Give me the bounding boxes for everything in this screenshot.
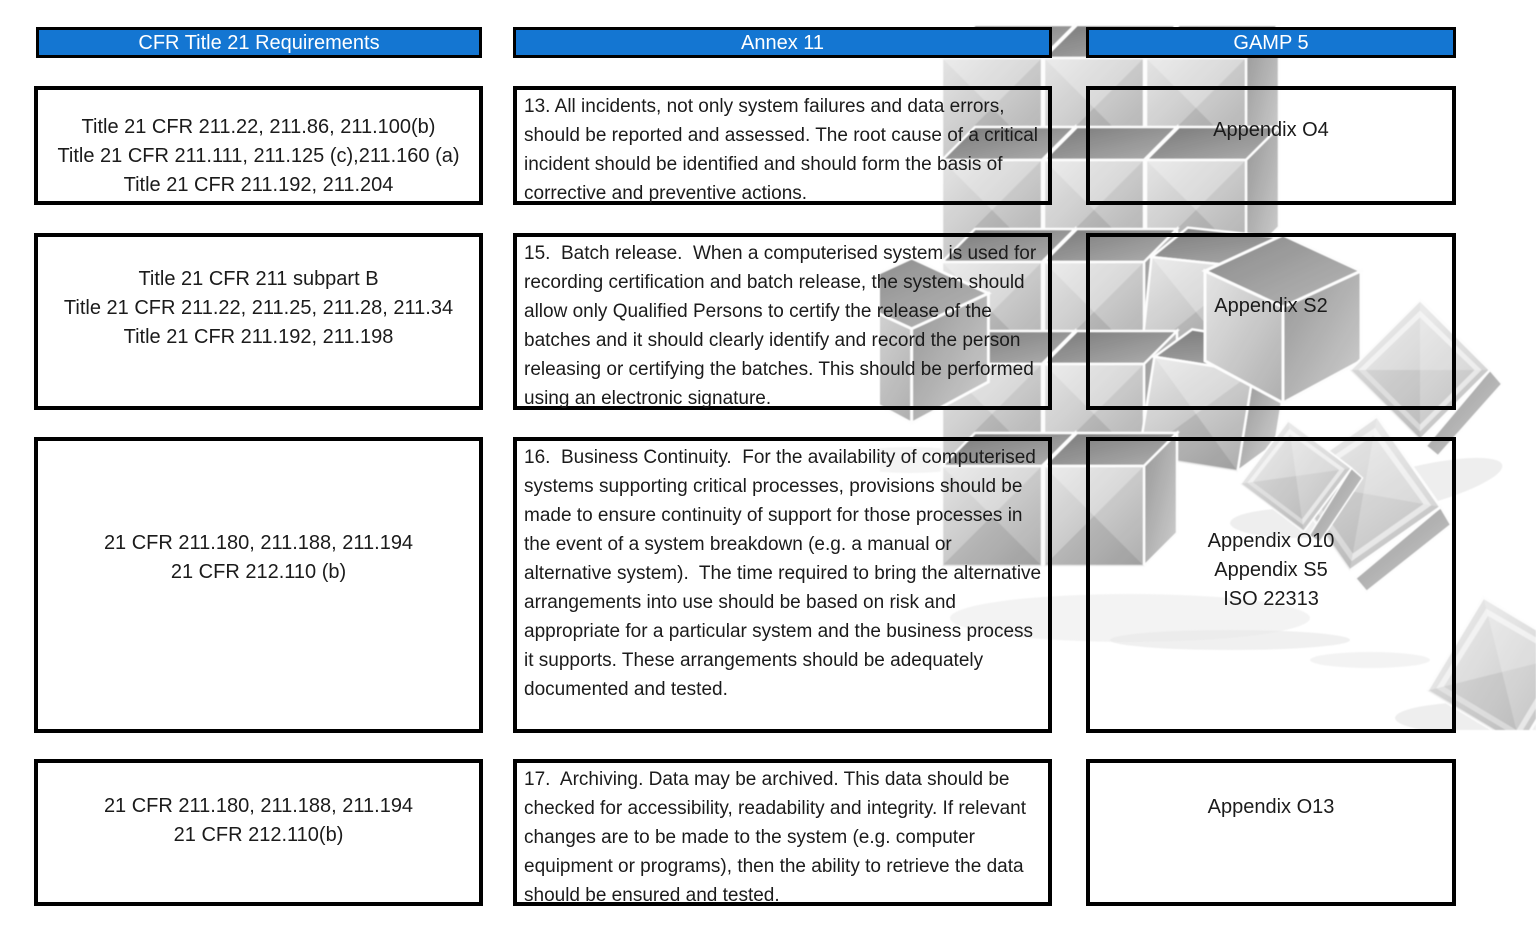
gamp-cell-row3 [1086, 437, 1456, 733]
cfr-line: Title 21 CFR 211.22, 211.86, 211.100(b) [81, 116, 436, 138]
annex-cell-row3: 16. Business Continuity. For the availability of computerised systems supporting critical processes, provisions should be made to ensure continuity of support for those processes in the event of a system breakdown (e.g. a manual or alternative system). The time required to bring the alternative arrangements into use should be based on risk and appropriate for a particular system and the business process it supports. These arrangements should be adequately documented and tested. [513, 437, 1052, 733]
cfr-line: Title 21 CFR 211.192, 211.204 [123, 174, 394, 196]
cfr-line: 21 CFR 212.110 (b) [170, 561, 347, 583]
gamp-line: Appendix S2 [1214, 295, 1328, 317]
gamp-cell-row2 [1086, 233, 1456, 410]
gamp-cell-row4 [1086, 759, 1456, 906]
gamp-line: Appendix S5 [1214, 558, 1328, 581]
column-header-label: Annex 11 [740, 31, 825, 54]
column-header-label: GAMP 5 [1233, 31, 1309, 54]
cfr-line: Title 21 CFR 211.22, 211.25, 211.28, 211.34 [63, 297, 454, 319]
gamp-line: Appendix O10 [1207, 529, 1335, 552]
cfr-line: 21 CFR 211.180, 211.188, 211.194 [103, 794, 414, 817]
gamp-cell-row1 [1086, 86, 1456, 205]
cfr-cell-row1 [34, 86, 483, 205]
column-header-label: CFR Title 21 Requirements [138, 31, 380, 54]
cfr-line: 21 CFR 212.110(b) [173, 823, 344, 846]
cfr-line: Title 21 CFR 211.192, 211.198 [123, 326, 394, 348]
annex-cell-row2: 15. Batch release. When a computerised system is used for recording certification and batch release, the system should allow only Qualified Persons to certify the release of the batches and it should clearly identify and record the person releasing or certifying the batches. This should be performed using an electronic signature. [513, 233, 1052, 410]
cfr-cell-row2 [34, 233, 483, 410]
annex-cell-row1: 13. All incidents, not only system failures and data errors, should be reported and assessed. The root cause of a critical incident should be identified and should form the basis of corrective and preventive actions. [513, 86, 1052, 205]
gamp-line: ISO 22313 [1223, 587, 1319, 610]
cfr-line: Title 21 CFR 211.111, 211.125 (c),211.160 (a) [57, 145, 460, 167]
cfr-cell-row3 [34, 437, 483, 733]
annex-cell-row4: 17. Archiving. Data may be archived. This data should be checked for accessibility, readability and integrity. If relevant changes are to be made to the system (e.g. computer equipment or programs), then the ability to retrieve the data should be ensured and tested. [513, 759, 1052, 906]
column-header-gamp-5 [1086, 27, 1456, 58]
column-header-annex-11 [513, 27, 1052, 58]
column-header-cfr-title-21 [36, 27, 482, 58]
cfr-line: 21 CFR 211.180, 211.188, 211.194 [103, 532, 414, 554]
cfr-line: Title 21 CFR 211 subpart B [138, 268, 379, 290]
gamp-line: Appendix O13 [1207, 796, 1335, 818]
cfr-cell-row4 [34, 759, 483, 906]
gamp-line: Appendix O4 [1213, 119, 1329, 141]
